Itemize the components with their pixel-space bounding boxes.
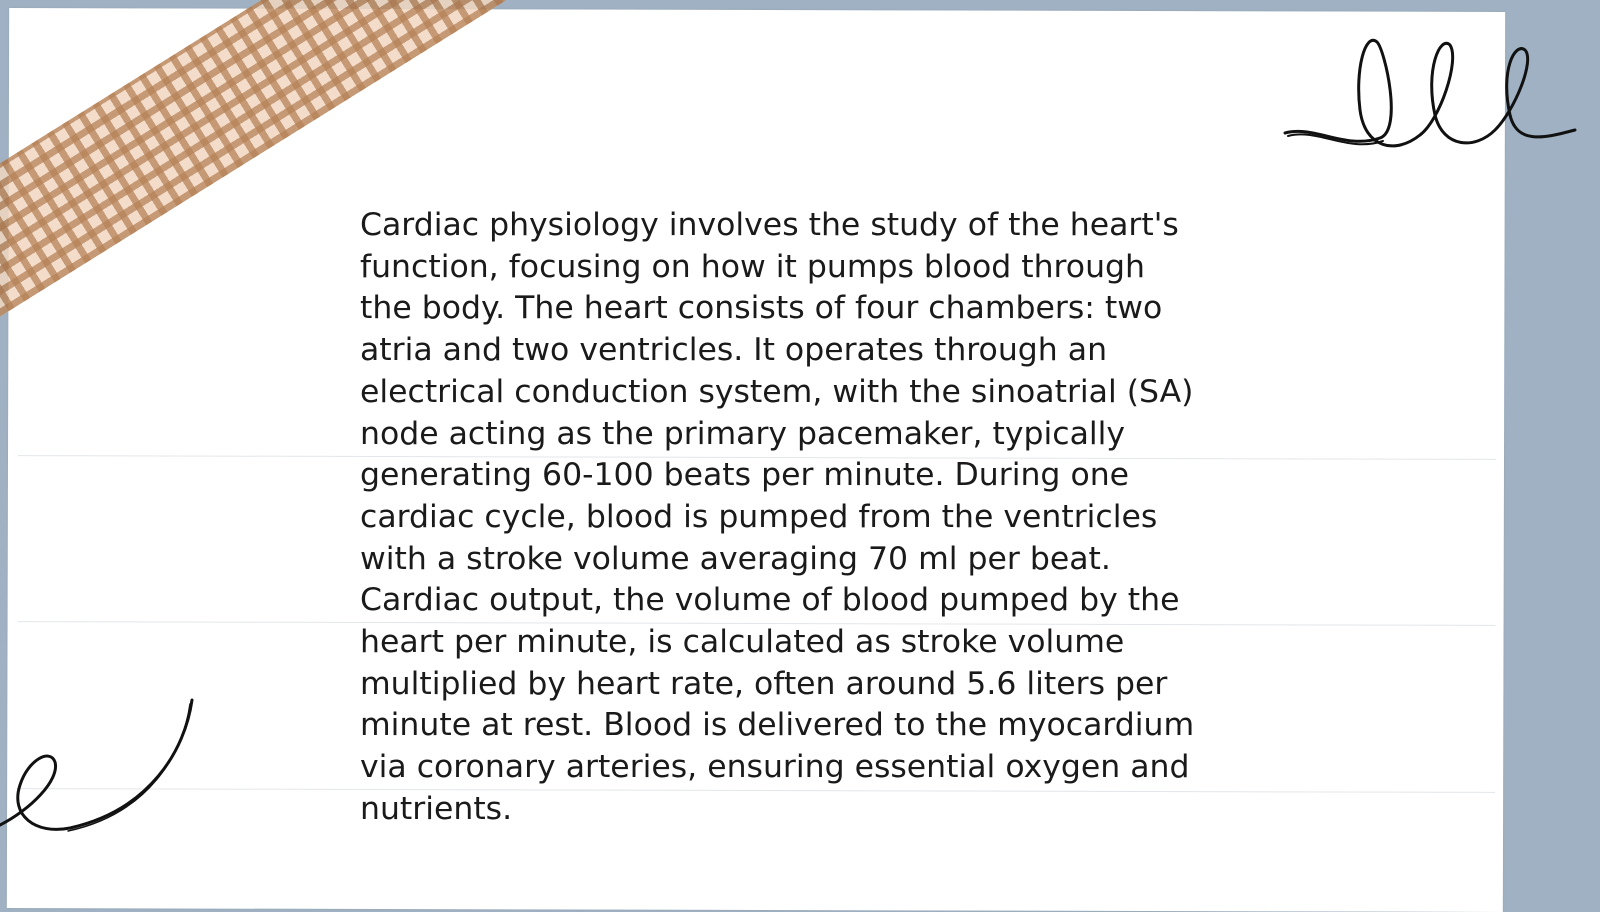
body-paragraph: Cardiac physiology involves the study of the heart's function, focusing on how it pumps blood through the body. The heart consists of four chambers: two atria and two ventricles. It operates through an electrical conduction system, with the sinoatrial (SA) node acting as the primary pacemaker, typically generating 60-100 beats per minute. During one cardiac cycle, blood is pumped from the ventricles with a stroke volume averaging 70 ml per beat. Cardiac output, the volume of blood pumped by the heart per minute, is calculated as stroke volume multiplied by heart rate, often around 5.6 liters per minute at rest. Blood is delivered to the myocardium via coronary arteries, ensuring essential oxygen and nutrients. [360, 207, 1195, 827]
check-swoosh-icon [0, 690, 200, 850]
loop-scribble-icon [1285, 30, 1600, 170]
